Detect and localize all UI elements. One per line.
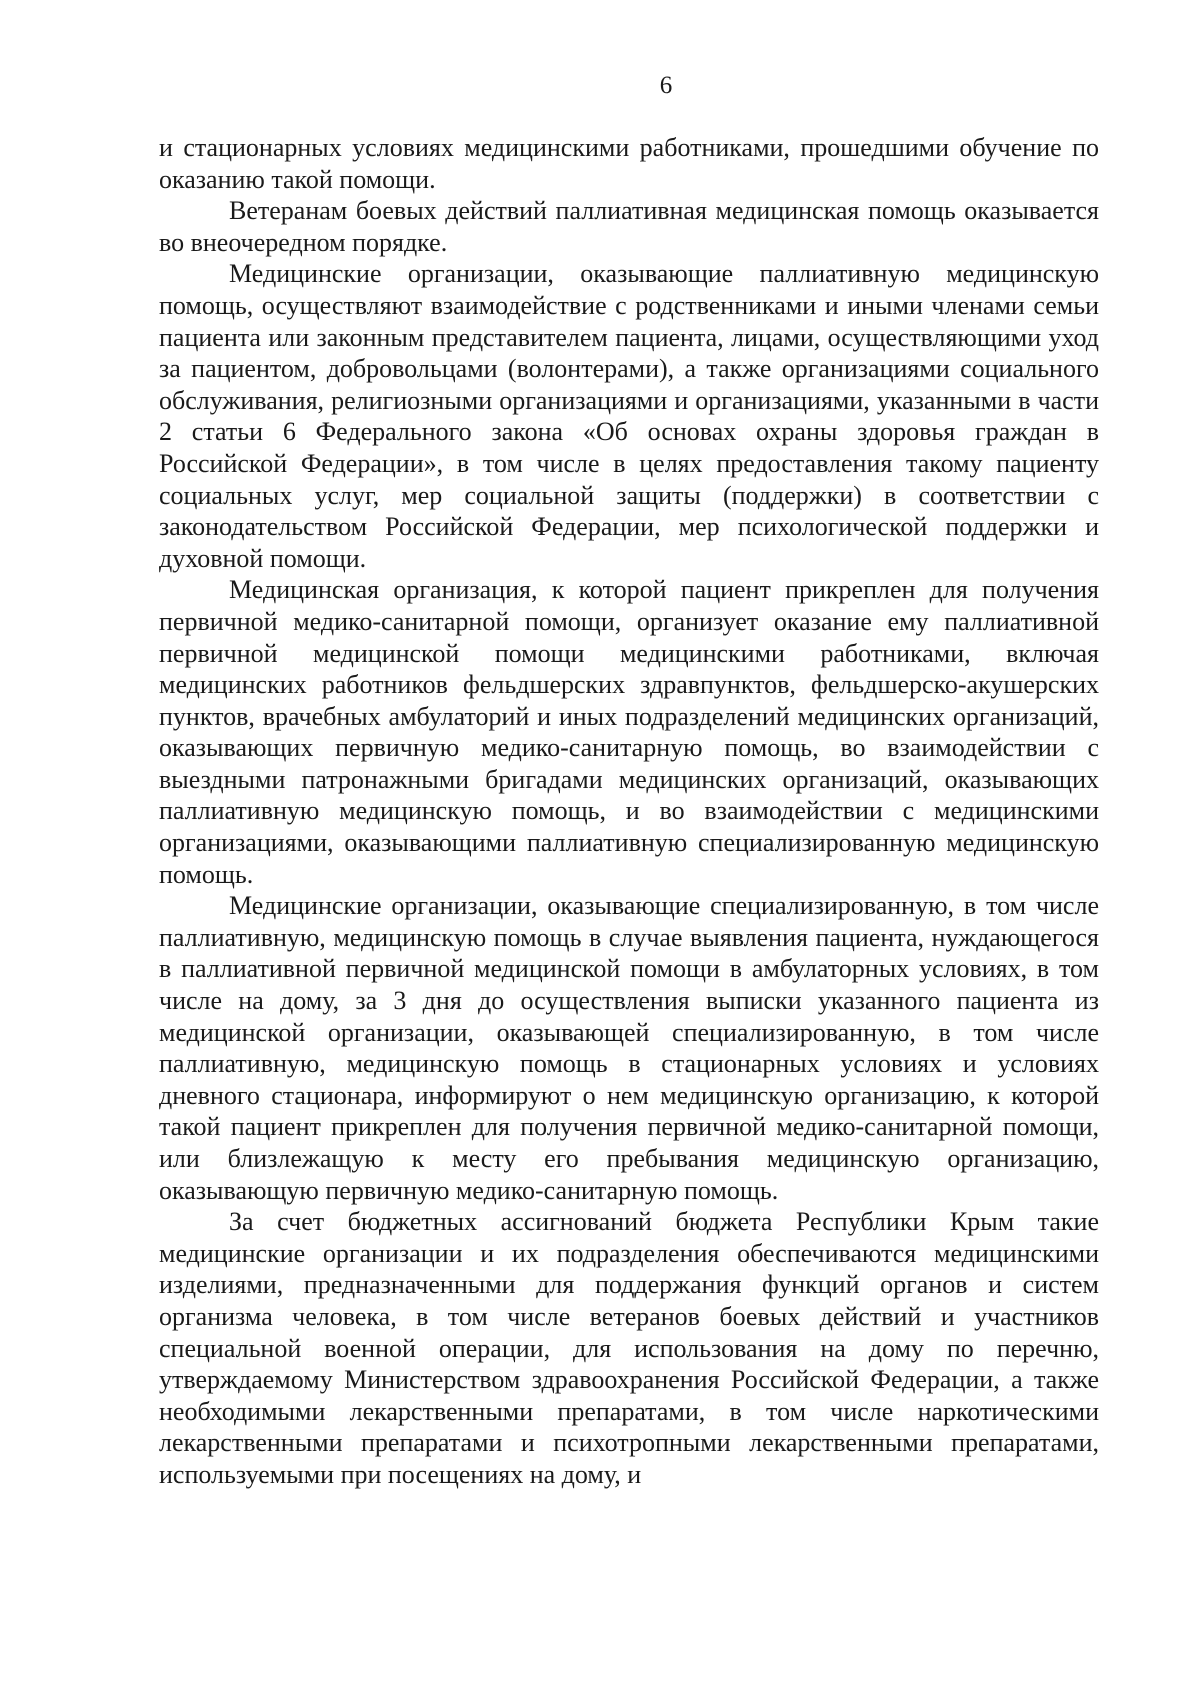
paragraph: Медицинская организация, к которой пациент прикреплен для получения первичной медико-санитарной помощи, организует оказание ему паллиативной первичной медицинской помощи медицинскими работниками, включая медицинских работников фельдшерских здравпунктов, фельдшерско-акушерских пунктов, врачебных амбулаторий и иных подразделений медицинских организаций, оказывающих первичную медико-санитарную помощь, во взаимодействии с выездными патронажными бригадами медицинских организаций, оказывающих паллиативную медицинскую помощь, и во взаимодействии с медицинскими организациями, оказывающими паллиативную специализированную медицинскую помощь. (159, 575, 1099, 889)
paragraph: и стационарных условиях медицинскими работниками, прошедшими обучение по оказанию такой помощи. (159, 133, 1099, 194)
document-body (159, 132, 1099, 1491)
paragraph: Ветеранам боевых действий паллиативная медицинская помощь оказывается во внеочередном порядке. (159, 196, 1099, 257)
paragraph: За счет бюджетных ассигнований бюджета Республики Крым такие медицинские организации и их подразделения обеспечиваются медицинскими изделиями, предназначенными для поддержания функций органов и систем организма человека, в том числе ветеранов боевых действий и участников специальной военной операции, для использования на дому по перечню, утверждаемому Министерством здравоохранения Российской Федерации, а также необходимыми лекарственными препаратами, в том числе наркотическими лекарственными препаратами и психотропными лекарственными препаратами, используемыми при посещениях на дому, и (159, 1207, 1099, 1489)
paragraph: Медицинские организации, оказывающие специализированную, в том числе паллиативную, медицинскую помощь в случае выявления пациента, нуждающегося в паллиативной первичной медицинской помощи в амбулаторных условиях, в том числе на дому, за 3 дня до осуществления выписки указанного пациента из медицинской организации, оказывающей специализированную, в том числе паллиативную, медицинскую помощь в стационарных условиях и условиях дневного стационара, информируют о нем медицинскую организацию, к которой такой пациент прикреплен для получения первичной медико-санитарной помощи, или близлежащую к месту его пребывания медицинскую организацию, оказывающую первичную медико-санитарную помощь. (159, 891, 1099, 1205)
paragraph: Медицинские организации, оказывающие паллиативную медицинскую помощь, осуществляют взаимодействие с родственниками и иными членами семьи пациента или законным представителем пациента, лицами, осуществляющими уход за пациентом, добровольцами (волонтерами), а также организациями социального обслуживания, религиозными организациями и организациями, указанными в части 2 статьи 6 Федерального закона «Об основах охраны здоровья граждан в Российской Федерации», в том числе в целях предоставления такому пациенту социальных услуг, мер социальной защиты (поддержки) в соответствии с законодательством Российской Федерации, мер психологической поддержки и духовной помощи. (159, 259, 1099, 573)
page-number: 6 (659, 72, 673, 99)
